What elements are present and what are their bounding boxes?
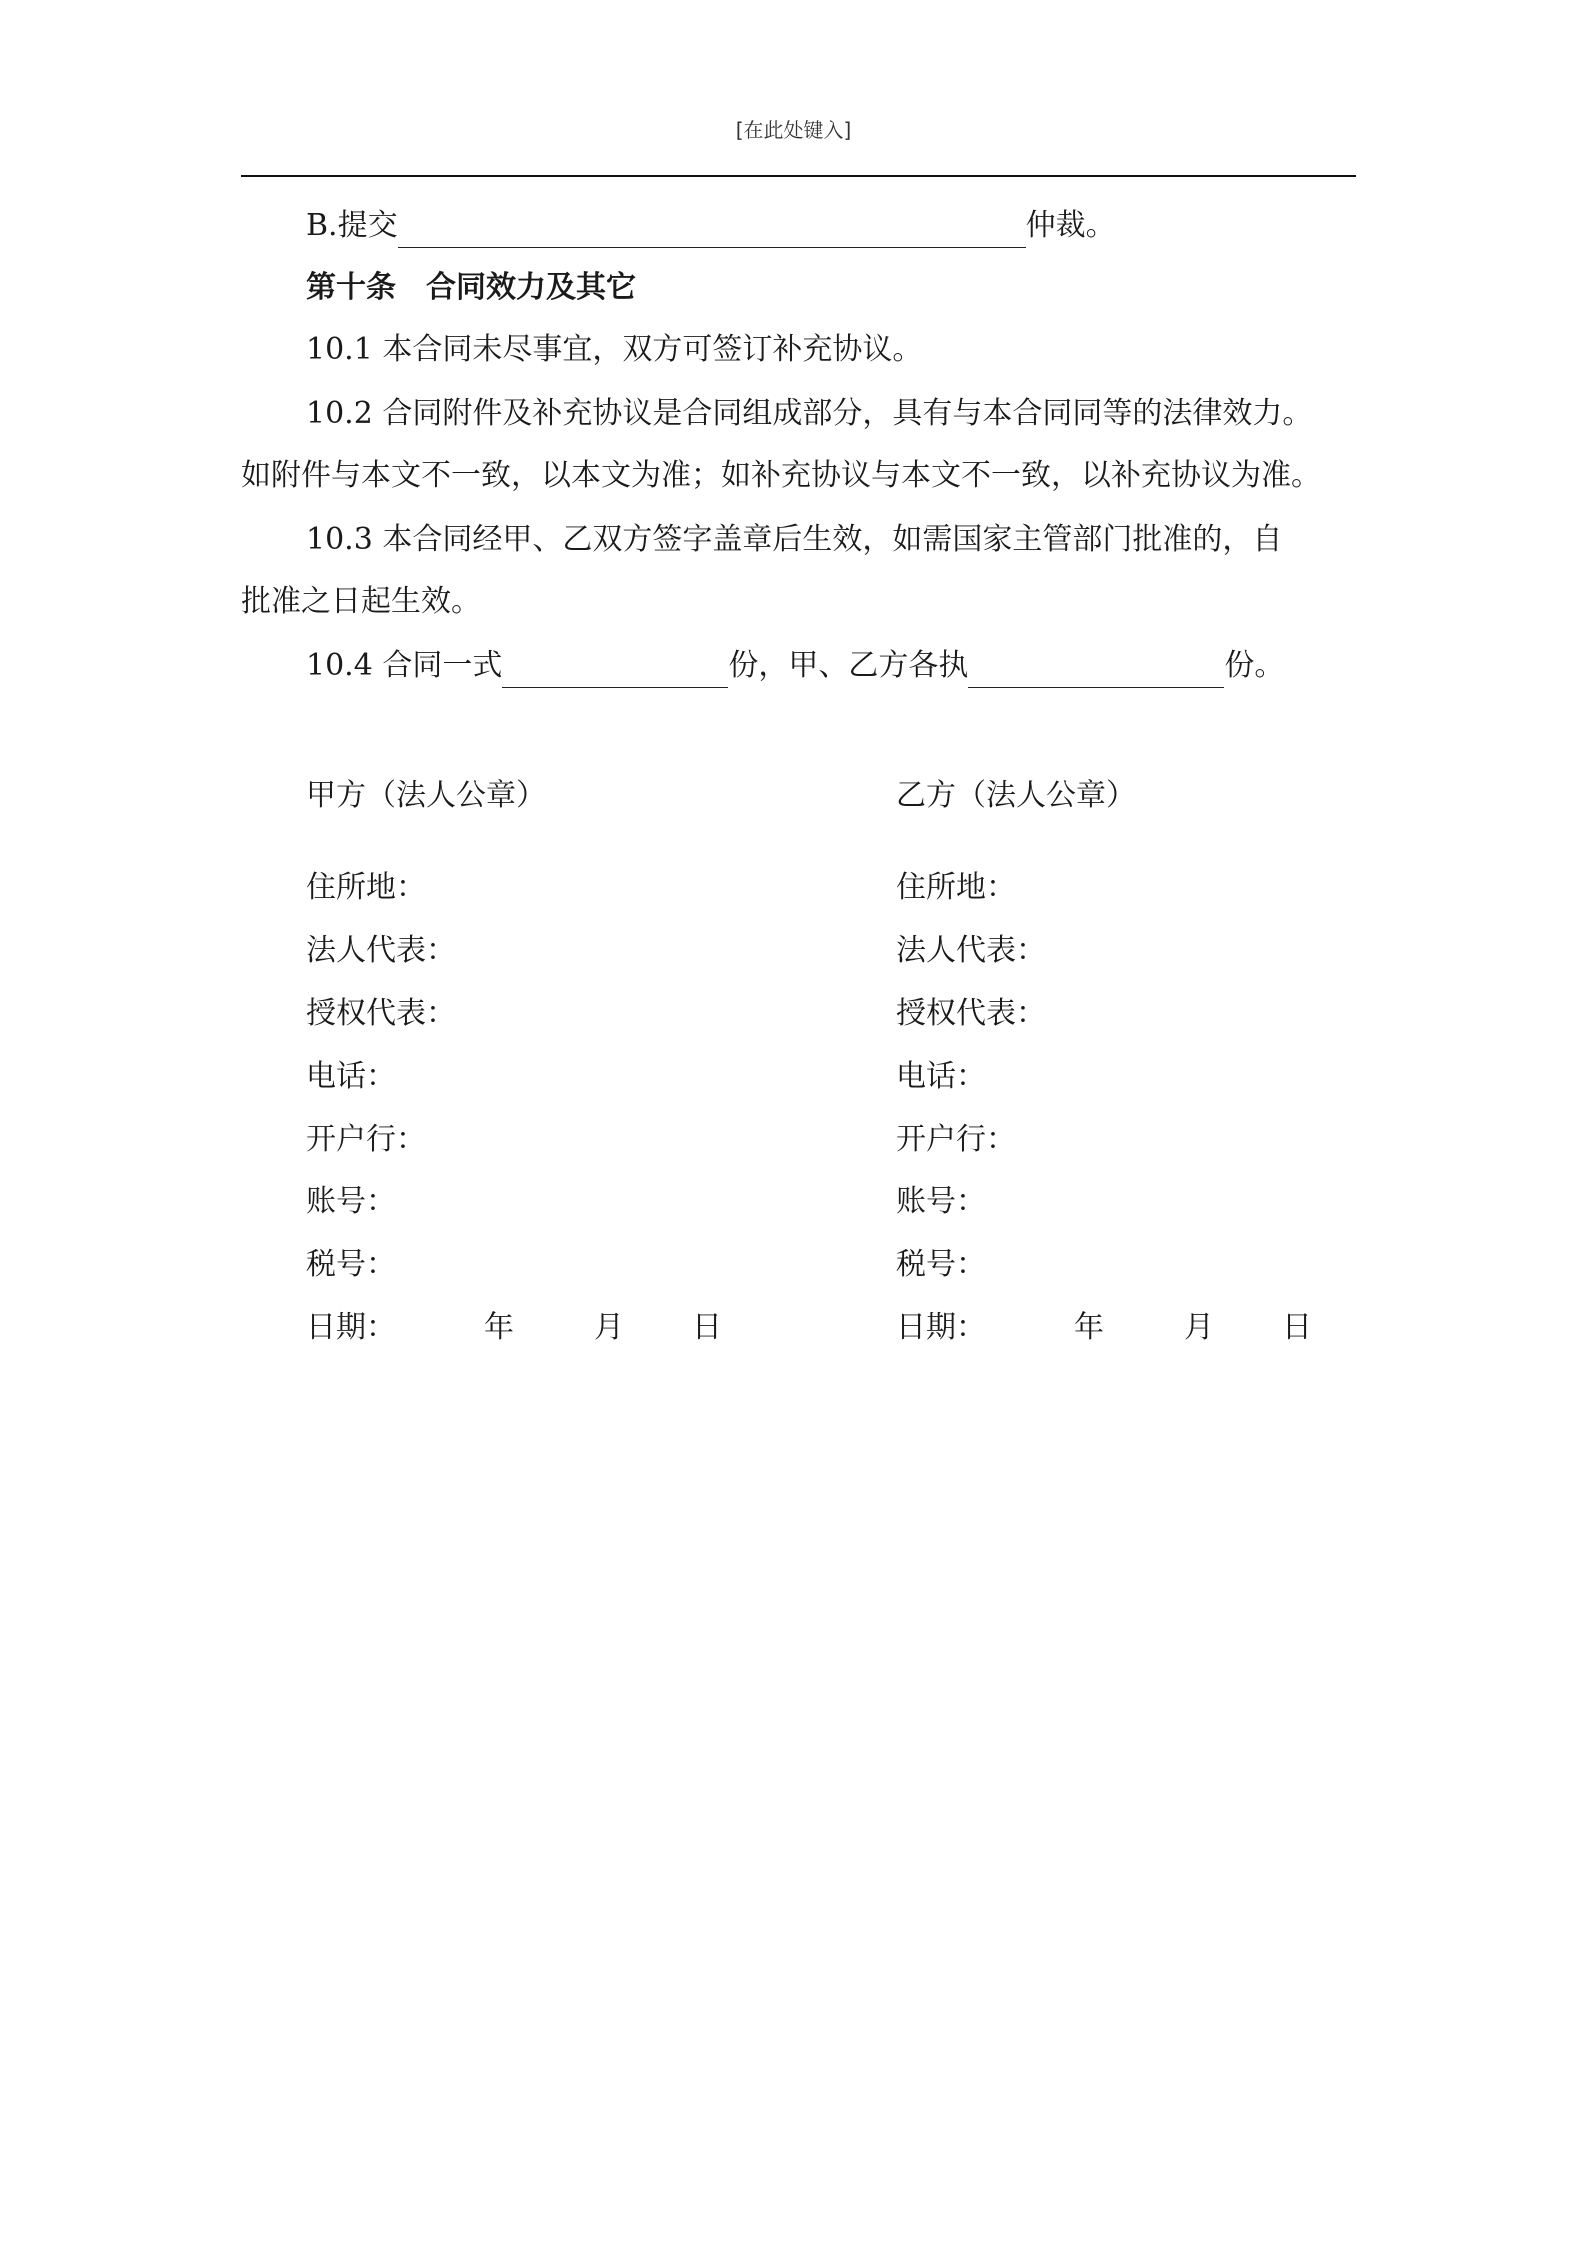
party-a-bank: 开户行： [306,1122,426,1157]
party-a-year: 年 [484,1310,514,1345]
party-a-tax-id: 税号： [306,1247,396,1282]
party-a-title: 甲方（法人公章） [306,778,546,813]
clause-10-4-suffix: 份。 [1224,648,1285,683]
clause-10-2-line1: 10.2 合同附件及补充协议是合同组成部分，具有与本合同同等的法律效力。 [306,396,1313,431]
clause-10-1: 10.1 本合同未尽事宜，双方可签订补充协议。 [306,332,923,367]
party-b-account: 账号： [896,1184,986,1219]
line-b-suffix: 仲裁。 [1025,208,1116,243]
party-b-year: 年 [1074,1310,1104,1345]
party-b-title: 乙方（法人公章） [896,778,1136,813]
copies-total-blank[interactable] [502,653,728,688]
party-a-legal-rep: 法人代表： [306,933,456,968]
party-a-date-label: 日期： [306,1310,396,1345]
article-title: 第十条 合同效力及其它 [306,270,636,305]
party-b-bank: 开户行： [896,1122,1016,1157]
party-a-authorized-rep: 授权代表： [306,996,456,1031]
party-a-phone: 电话： [306,1059,396,1094]
party-b-authorized-rep: 授权代表： [896,996,1046,1031]
copies-each-blank[interactable] [968,653,1224,688]
party-b-day: 日 [1282,1310,1312,1345]
arbitration-blank[interactable] [398,213,1026,248]
party-b-tax-id: 税号： [896,1247,986,1282]
clause-10-4-mid: 份，甲、乙方各执 [728,648,969,683]
clause-10-3-line1: 10.3 本合同经甲、乙双方签字盖章后生效，如需国家主管部门批准的，自 [306,522,1283,557]
header-divider [241,175,1356,177]
line-b-prefix: B.提交 [306,208,398,243]
party-a-month: 月 [594,1310,624,1345]
party-b-address: 住所地： [896,870,1016,905]
party-b-legal-rep: 法人代表： [896,933,1046,968]
clause-10-4 [306,644,1284,688]
party-a-address: 住所地： [306,870,426,905]
party-b-month: 月 [1184,1310,1214,1345]
clause-10-3-line2: 批准之日起生效。 [241,584,481,619]
clause-10-2-line2: 如附件与本文不一致，以本文为准；如补充协议与本文不一致，以补充协议为准。 [241,458,1321,493]
clause-10-4-prefix: 10.4 合同一式 [306,648,503,683]
header-placeholder[interactable]: [在此处键入] [735,118,852,142]
party-b-phone: 电话： [896,1059,986,1094]
party-b-date-label: 日期： [896,1310,986,1345]
line-b-arbitration [306,204,1116,248]
party-a-day: 日 [692,1310,722,1345]
party-a-account: 账号： [306,1184,396,1219]
